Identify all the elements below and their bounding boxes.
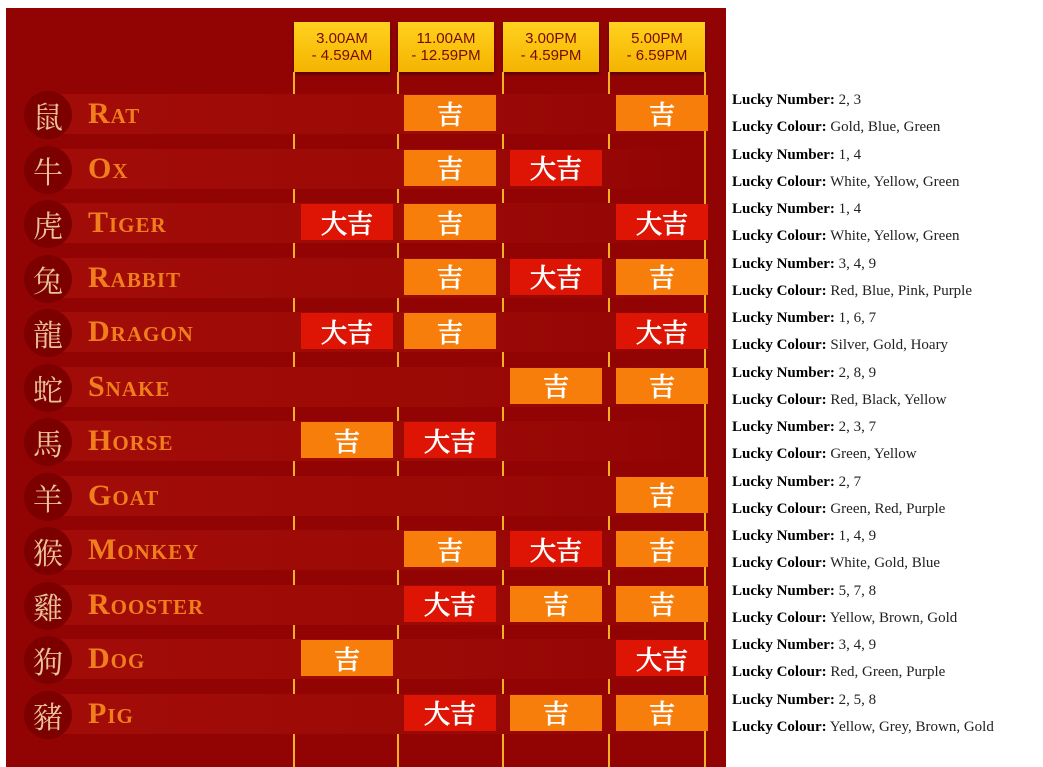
zodiac-seal-icon: 猴: [24, 527, 72, 575]
zodiac-name: Dragon: [88, 315, 194, 348]
lucky-number-line-value: 3, 4, 9: [838, 637, 877, 653]
zodiac-name: Horse: [88, 424, 174, 457]
lucky-number-line: [732, 254, 876, 274]
time-slot-header-3: 3.00PM - 4.59PM: [503, 22, 599, 72]
lucky-colour-line-value: Green, Red, Purple: [830, 500, 946, 517]
lucky-cell: 吉: [510, 695, 602, 731]
lucky-number-line-label: Lucky Number:: [732, 310, 835, 326]
lucky-colour-line: [732, 390, 947, 410]
zodiac-seal-icon: 牛: [24, 146, 72, 194]
lucky-colour-line-label: Lucky Colour:: [732, 609, 827, 626]
lucky-colour-line-label: Lucky Colour:: [732, 446, 827, 462]
zodiac-name: Ox: [88, 151, 129, 185]
lucky-cell: 吉: [404, 204, 496, 240]
lucky-cell: 吉: [404, 531, 496, 567]
lucky-colour-line: [732, 172, 960, 192]
zodiac-row-rabbit: [6, 253, 726, 307]
lucky-number-line-value: 2, 3: [838, 92, 862, 108]
lucky-number-line-value: 2, 5, 8: [838, 691, 877, 708]
zodiac-row-goat: [6, 471, 726, 525]
lucky-cell: 吉: [510, 368, 602, 404]
lucky-number-line: [732, 417, 876, 437]
lucky-cell: 吉: [510, 586, 602, 622]
lucky-cell: 吉: [616, 368, 708, 404]
zodiac-seal-icon: 馬: [24, 418, 72, 466]
very-lucky-cell: 大吉: [404, 695, 496, 731]
lucky-cell: 吉: [616, 95, 708, 131]
zodiac-seal-icon: 雞: [24, 582, 72, 630]
lucky-cell: 吉: [616, 695, 708, 731]
lucky-cell: 吉: [301, 640, 393, 676]
lucky-number-line: [732, 90, 861, 110]
lucky-number-line-label: Lucky Number:: [732, 146, 835, 163]
lucky-colour-line-value: Gold, Blue, Green: [830, 119, 941, 135]
zodiac-seal-icon: 虎: [24, 200, 72, 248]
lucky-colour-line-label: Lucky Colour:: [732, 228, 827, 244]
lucky-number-line-value: 2, 8, 9: [838, 364, 877, 381]
very-lucky-cell: 大吉: [404, 586, 496, 622]
zodiac-row-tiger: [6, 198, 726, 252]
zodiac-row-monkey: [6, 525, 726, 579]
time-slot-header-2: 11.00AM - 12.59PM: [398, 22, 494, 72]
lucky-number-line-label: Lucky Number:: [732, 364, 835, 381]
lucky-number-line-value: 1, 4, 9: [838, 528, 877, 544]
zodiac-name: Snake: [88, 369, 171, 403]
lucky-number-line-value: 1, 6, 7: [838, 310, 877, 326]
lucky-number-line-value: 3, 4, 9: [838, 255, 877, 272]
lucky-number-line: [732, 635, 876, 655]
lucky-cell: 吉: [616, 259, 708, 295]
lucky-colour-line-label: Lucky Colour:: [732, 500, 827, 517]
lucky-number-line: [732, 526, 876, 546]
lucky-number-line-label: Lucky Number:: [732, 691, 835, 708]
lucky-number-line-value: 1, 4: [838, 201, 862, 217]
lucky-number-line: [732, 145, 861, 165]
lucky-cell: 吉: [301, 422, 393, 458]
zodiac-row-ox: [6, 144, 726, 198]
lucky-number-line-value: 2, 7: [838, 473, 862, 490]
lucky-colour-line: [732, 662, 945, 682]
lucky-colour-line: [732, 717, 994, 737]
zodiac-name: Pig: [88, 696, 134, 730]
lucky-number-line-label: Lucky Number:: [732, 528, 835, 544]
lucky-number-line-label: Lucky Number:: [732, 582, 835, 599]
zodiac-seal-icon: 羊: [24, 473, 72, 521]
lucky-colour-line-value: Silver, Gold, Hoary: [830, 337, 949, 353]
zodiac-seal-icon: 蛇: [24, 364, 72, 412]
lucky-number-line: [732, 199, 861, 219]
zodiac-name: Rat: [88, 97, 141, 130]
zodiac-name: Goat: [88, 478, 160, 512]
zodiac-row-snake: [6, 362, 726, 416]
lucky-colour-line-value: Red, Blue, Pink, Purple: [830, 282, 973, 299]
lucky-colour-line: [732, 335, 948, 355]
zodiac-row-pig: [6, 689, 726, 743]
lucky-colour-line-label: Lucky Colour:: [732, 173, 827, 190]
lucky-colour-line: [732, 499, 945, 519]
time-slot-header-1: 3.00AM - 4.59AM: [294, 22, 390, 72]
lucky-number-line-value: 1, 4: [838, 146, 862, 163]
zodiac-seal-icon: 鼠: [24, 91, 72, 139]
lucky-colour-line-value: Red, Green, Purple: [830, 664, 946, 680]
lucky-number-line: [732, 690, 876, 710]
very-lucky-cell: 大吉: [301, 313, 393, 349]
lucky-colour-line-value: Yellow, Grey, Brown, Gold: [829, 718, 994, 735]
very-lucky-cell: 大吉: [510, 150, 602, 186]
very-lucky-cell: 大吉: [616, 204, 708, 240]
lucky-number-line: [732, 308, 876, 328]
lucky-cell: 吉: [404, 95, 496, 131]
zodiac-row-rat: [6, 89, 726, 143]
very-lucky-cell: 大吉: [301, 204, 393, 240]
lucky-colour-line-label: Lucky Colour:: [732, 337, 827, 353]
lucky-colour-line-value: White, Gold, Blue: [830, 555, 941, 571]
lucky-colour-line-value: White, Yellow, Green: [830, 173, 960, 190]
row-band: [50, 94, 696, 134]
lucky-number-line: [732, 363, 876, 383]
zodiac-name: Rooster: [88, 587, 205, 621]
lucky-cell: 吉: [404, 259, 496, 295]
lucky-colour-line: [732, 608, 957, 628]
lucky-number-line-label: Lucky Number:: [732, 473, 835, 490]
lucky-number-line-label: Lucky Number:: [732, 419, 835, 435]
lucky-number-line-label: Lucky Number:: [732, 255, 835, 272]
lucky-colour-line-label: Lucky Colour:: [732, 664, 827, 680]
very-lucky-cell: 大吉: [510, 531, 602, 567]
lucky-number-line: [732, 581, 876, 601]
lucky-colour-line: [732, 117, 940, 137]
lucky-number-line-label: Lucky Number:: [732, 637, 835, 653]
zodiac-seal-icon: 豬: [24, 691, 72, 739]
zodiac-row-dragon: [6, 307, 726, 361]
very-lucky-cell: 大吉: [616, 640, 708, 676]
lucky-colour-line-label: Lucky Colour:: [732, 282, 827, 299]
lucky-cell: 吉: [616, 586, 708, 622]
zodiac-row-horse: [6, 416, 726, 470]
lucky-cell: 吉: [616, 531, 708, 567]
zodiac-name: Rabbit: [88, 260, 182, 294]
lucky-number-line-label: Lucky Number:: [732, 92, 835, 108]
lucky-colour-line-label: Lucky Colour:: [732, 391, 827, 408]
lucky-colour-line-value: Yellow, Brown, Gold: [829, 609, 958, 626]
lucky-colour-line-value: White, Yellow, Green: [830, 228, 960, 244]
lucky-number-line-value: 2, 3, 7: [838, 419, 877, 435]
lucky-colour-line-value: Green, Yellow: [830, 446, 917, 462]
lucky-colour-line-label: Lucky Colour:: [732, 555, 827, 571]
lucky-colour-line: [732, 226, 960, 246]
lucky-number-line-value: 5, 7, 8: [838, 582, 877, 599]
lucky-cell: 吉: [404, 313, 496, 349]
lucky-colour-line-label: Lucky Colour:: [732, 718, 827, 735]
zodiac-name: Tiger: [88, 206, 167, 239]
lucky-colour-line: [732, 281, 972, 301]
lucky-colour-line-label: Lucky Colour:: [732, 119, 827, 135]
very-lucky-cell: 大吉: [616, 313, 708, 349]
zodiac-seal-icon: 狗: [24, 636, 72, 684]
zodiac-name: Monkey: [88, 533, 200, 566]
zodiac-seal-icon: 兔: [24, 255, 72, 303]
lucky-number-line: [732, 472, 861, 492]
lucky-colour-line: [732, 444, 917, 464]
very-lucky-cell: 大吉: [510, 259, 602, 295]
lucky-number-line-label: Lucky Number:: [732, 201, 835, 217]
time-slot-header-4: 5.00PM - 6.59PM: [609, 22, 705, 72]
lucky-cell: 吉: [616, 477, 708, 513]
zodiac-seal-icon: 龍: [24, 309, 72, 357]
hours-chart-board: [6, 8, 726, 767]
zodiac-name: Dog: [88, 642, 146, 675]
very-lucky-cell: 大吉: [404, 422, 496, 458]
lucky-colour-line-value: Red, Black, Yellow: [830, 391, 947, 408]
lucky-cell: 吉: [404, 150, 496, 186]
zodiac-row-dog: [6, 634, 726, 688]
lucky-colour-line: [732, 553, 940, 573]
zodiac-row-rooster: [6, 580, 726, 634]
